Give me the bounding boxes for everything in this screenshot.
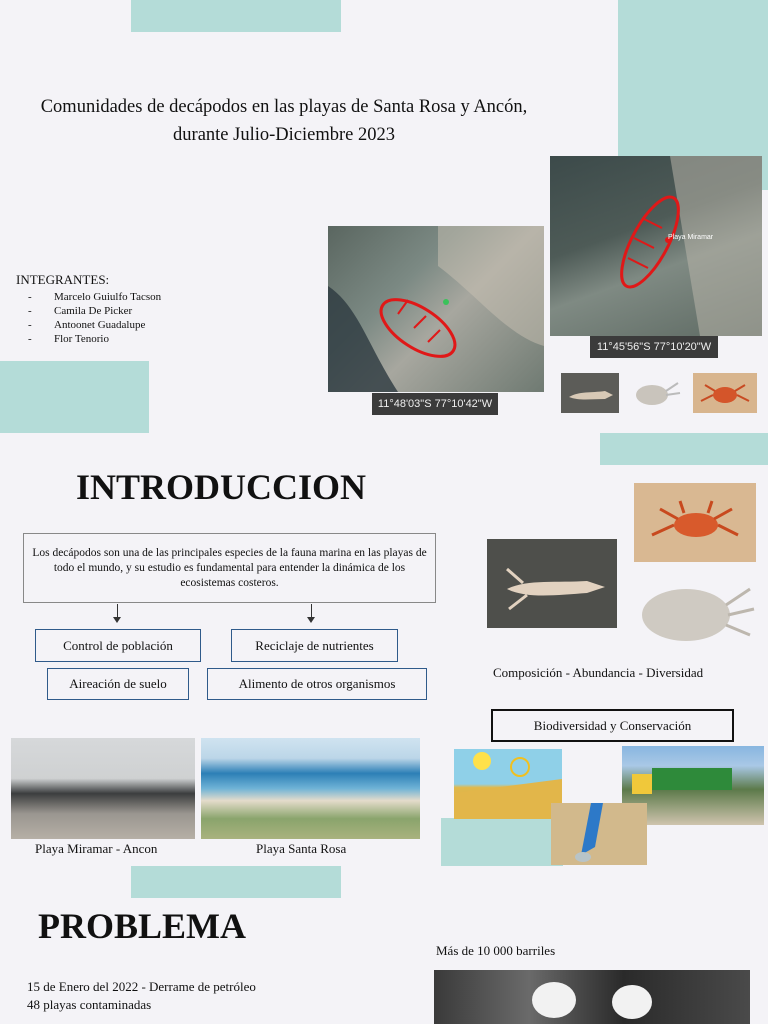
arrow-right — [311, 604, 312, 618]
photo-mole-shrimp — [487, 539, 617, 628]
problema-heading: PROBLEMA — [38, 906, 247, 946]
box-label: Aireación de suelo — [69, 676, 167, 691]
member-item: - Camila De Picker — [16, 304, 161, 318]
thumb-mole-shrimp — [561, 373, 619, 413]
box-label: Alimento de otros organismos — [238, 676, 396, 691]
box-reciclaje-nutrientes — [231, 629, 398, 662]
caption-santa-rosa: Playa Santa Rosa — [256, 841, 347, 856]
box-control-poblacion — [35, 629, 201, 662]
beaches-contaminated: 48 playas contaminadas — [27, 997, 152, 1012]
teal-block-bottom — [131, 866, 341, 898]
teal-block-right — [600, 433, 768, 465]
transect-overlay — [328, 226, 544, 392]
teal-block-left — [0, 361, 149, 433]
box-label: Control de población — [63, 637, 173, 653]
thumb-ghost-crab — [693, 373, 757, 413]
members-section — [16, 272, 161, 346]
intro-text: Los decápodos son una de las principales especies de la fauna marina en las playas de todo el mundo, y su estudio es fundamental para entender la dinámica de los ecosistemas costeros. — [32, 546, 427, 589]
arrow-head-left — [113, 617, 121, 623]
intro-heading: INTRODUCCION — [76, 467, 367, 507]
photo-ghost-crab — [634, 483, 756, 562]
biodiversidad-label: Biodiversidad y Conservación — [533, 717, 692, 733]
satellite-map-santa-rosa — [328, 226, 544, 392]
satellite-map-miramar — [550, 156, 762, 336]
photo-oil-spill-cleanup — [434, 970, 750, 1024]
teal-block-mid — [441, 818, 563, 866]
member-item: - Marcelo Guiulfo Tacson — [16, 290, 161, 304]
thumb-mole-crab — [628, 373, 682, 413]
biodiversidad-box — [491, 709, 734, 742]
arrow-head-right — [307, 617, 315, 623]
page-title: Comunidades de decápodos en las playas de Santa Rosa y Ancón, durante Julio-Diciembre 2023 — [40, 97, 528, 145]
spill-date: 15 de Enero del 2022 - Derrame de petróleo — [27, 979, 256, 994]
coord-label-left: 11°48'03"S 77°10'42"W — [372, 393, 498, 415]
photo-playa-miramar — [11, 738, 195, 839]
box-label: Reciclaje de nutrientes — [255, 637, 374, 653]
box-aireacion-suelo — [47, 668, 189, 700]
map-place-label: Playa Miramar — [668, 234, 714, 241]
box-alimento-organismos — [207, 668, 427, 700]
members-list — [16, 290, 161, 346]
photo-playa-santa-rosa — [201, 738, 420, 839]
photo-mole-crab — [626, 575, 760, 649]
barrels-caption: Más de 10 000 barriles — [436, 943, 556, 958]
composicion-caption: Composición - Abundancia - Diversidad — [493, 665, 704, 680]
member-item: - Antoonet Guadalupe — [16, 318, 161, 332]
photo-cleanup-hand — [551, 803, 647, 865]
members-heading: INTEGRANTES: — [16, 272, 110, 287]
arrow-left — [117, 604, 118, 618]
transect-overlay — [550, 156, 762, 336]
caption-miramar: Playa Miramar - Ancon — [35, 841, 158, 856]
teal-block-top — [131, 0, 341, 32]
member-item: - Flor Tenorio — [16, 332, 161, 346]
intro-text-box — [23, 533, 436, 603]
illustration-ecosystem — [454, 749, 562, 819]
coord-label-right: 11°45'56"S 77°10'20"W — [590, 336, 718, 358]
